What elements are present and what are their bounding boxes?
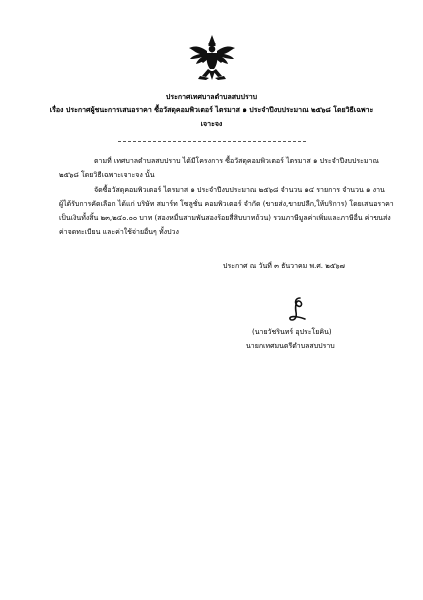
paragraph-2-line-2: ผู้ได้รับการคัดเลือก ได้แก่ บริษัท สมาร์ท โซลูชั่น คอมพิวเตอร์ จำกัด (ขายส่ง,ขายปลีก,ให้บริการ) โดยเสนอราคา (59, 200, 394, 208)
paragraph-2-line-4: ค่าจดทะเบียน และค่าใช้จ่ายอื่นๆ ทั้งปวง (59, 228, 179, 236)
subject-line-2: เจาะจง (200, 120, 223, 128)
paragraph-1-line-2: ๒๕๖๘ โดยวิธีเฉพาะเจาะจง นั้น (59, 171, 155, 179)
section-divider (118, 141, 306, 142)
signer-name: (นายวัชรินทร์ อุประโยคิน) (252, 328, 332, 336)
paragraph-2-line-1: จัดซื้อวัสดุคอมพิวเตอร์ ไตรมาส ๑ ประจำปีงบประมาณ ๒๕๖๘ จำนวน ๑๔ รายการ จำนวน ๑ งาน (94, 186, 385, 194)
signature-mark (286, 295, 310, 323)
paragraph-1-line-1: ตามที่ เทศบาลตำบลสบปราบ ได้มีโครงการ ซื้อวัสดุคอมพิวเตอร์ ไตรมาส ๑ ประจำปีงบประมาณ (94, 157, 379, 165)
signer-title: นายกเทศมนตรีตำบลสบปราบ (246, 342, 335, 350)
issuer-heading: ประกาศเทศบาลตำบลสบปราบ (165, 93, 258, 101)
paragraph-2-line-3: เป็นเงินทั้งสิ้น ๒๓,๒๔๐.๐๐ บาท (สองหมื่นสามพันสองร้อยสี่สิบบาทถ้วน) รวมภาษีมูลค่าเพิ่มและภาษีอื่น ค่าขนส่ง (59, 214, 391, 222)
garuda-emblem-icon (187, 34, 237, 81)
announcement-date: ประกาศ ณ วันที่ ๓ ธันวาคม พ.ศ. ๒๕๖๗ (223, 262, 345, 270)
subject-line-1: เรื่อง ประกาศผู้ชนะการเสนอราคา ซื้อวัสดุคอมพิวเตอร์ ไตรมาส ๑ ประจำปีงบประมาณ ๒๕๖๘ โดยวิธีเฉพาะ (49, 106, 374, 114)
